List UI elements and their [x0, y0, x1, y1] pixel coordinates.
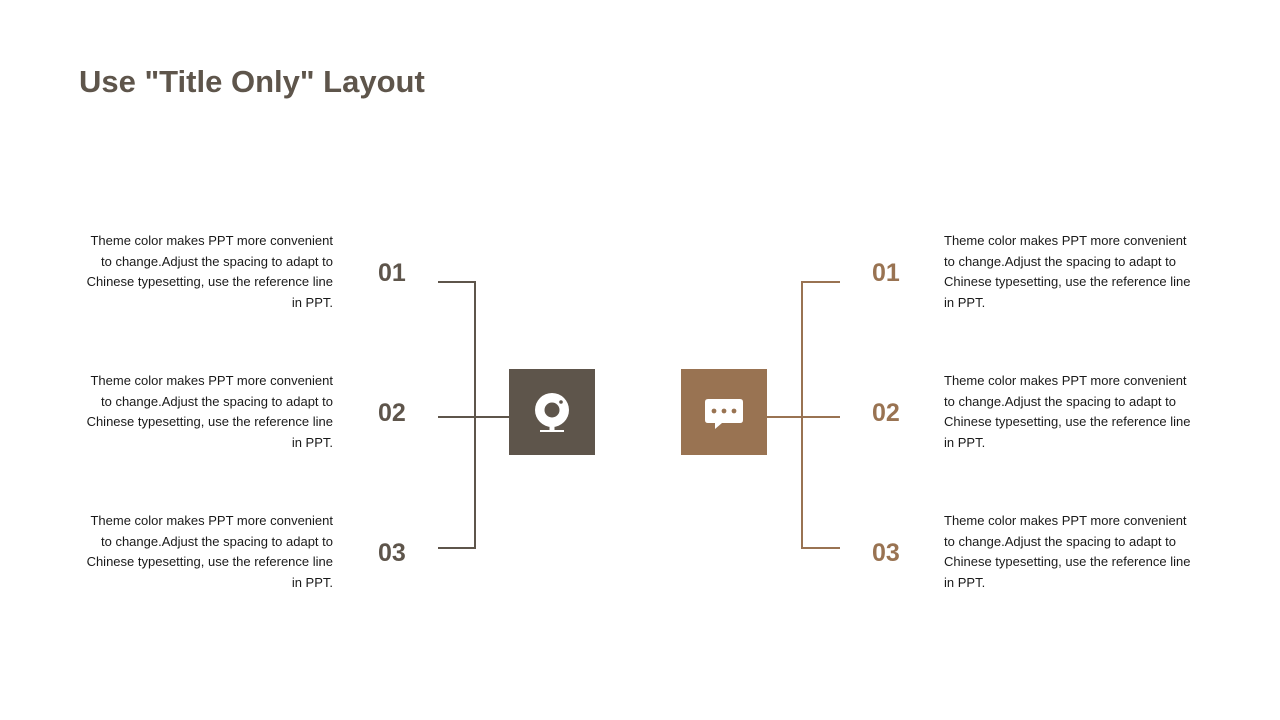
right-item-3-number: 03 — [872, 539, 900, 567]
left-connector-spine — [474, 281, 476, 549]
left-connector-1 — [438, 281, 475, 283]
left-item-1-number: 01 — [378, 259, 406, 287]
left-item-1-text: Theme color makes PPT more convenient to change.Adjust the spacing to adapt to Chinese typesetting, use the reference line in PPT. — [86, 233, 333, 311]
right-item-1-text: Theme color makes PPT more convenient to change.Adjust the spacing to adapt to Chinese typesetting, use the reference line in PPT. — [944, 233, 1191, 311]
right-item-2-number: 02 — [872, 399, 900, 427]
right-connector-1 — [801, 281, 840, 283]
right-connector-spine — [801, 281, 803, 549]
right-item-2-text: Theme color makes PPT more convenient to change.Adjust the spacing to adapt to Chinese typesetting, use the reference line in PPT. — [944, 373, 1191, 451]
right-connector-3 — [801, 547, 840, 549]
slide-title: Use "Title Only" Layout — [79, 64, 425, 99]
right-item-1-number: 01 — [872, 259, 900, 287]
right-connector-2 — [767, 416, 840, 418]
chat-bubble-icon — [681, 369, 767, 455]
left-item-2-text: Theme color makes PPT more convenient to change.Adjust the spacing to adapt to Chinese typesetting, use the reference line in PPT. — [86, 373, 333, 451]
left-hub — [509, 369, 595, 455]
left-item-3-number: 03 — [378, 539, 406, 567]
left-connector-3 — [438, 547, 475, 549]
right-item-3-text: Theme color makes PPT more convenient to change.Adjust the spacing to adapt to Chinese typesetting, use the reference line in PPT. — [944, 513, 1191, 591]
right-hub — [681, 369, 767, 455]
left-item-2-number: 02 — [378, 399, 406, 427]
left-item-3-text: Theme color makes PPT more convenient to change.Adjust the spacing to adapt to Chinese typesetting, use the reference line in PPT. — [86, 513, 333, 591]
webcam-icon — [509, 369, 595, 455]
